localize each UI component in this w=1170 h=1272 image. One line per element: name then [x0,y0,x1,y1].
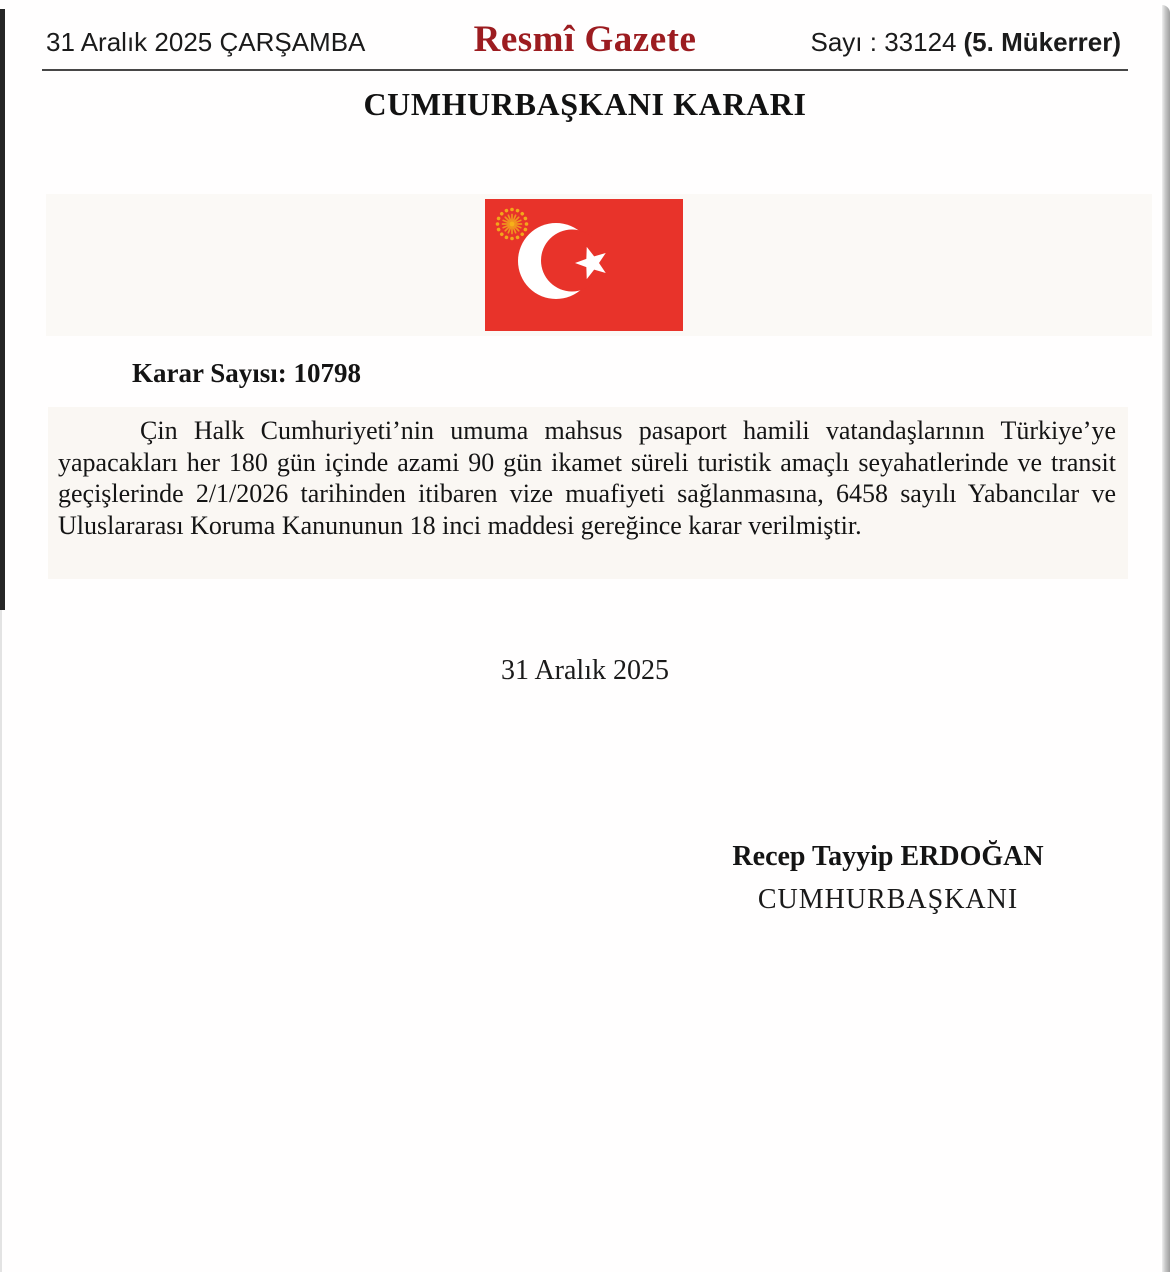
issue-suffix: (5. Mükerrer) [963,27,1121,57]
decree-title: CUMHURBAŞKANI KARARI [363,86,807,122]
signature-block [688,841,1088,916]
scan-edge-right [1162,5,1170,1272]
gazette-issue-number [811,27,1122,58]
signature-title: CUMHURBAŞKANI [757,884,1019,915]
decision-date: 31 Aralık 2025 [501,655,669,686]
issue-label: Sayı : 33124 [810,27,957,57]
turkish-presidential-flag [485,199,683,331]
gazette-date: 31 Aralık 2025 ÇARŞAMBA [46,27,366,57]
decree-body-paragraph: Çin Halk Cumhuriyeti’nin umuma mahsus pasaport hamili vatandaşlarının Türkiye’ye yapacakları her 180 gün içinde azami 90 gün ikamet süreli turistik amaçlı seyahatlerinde ve transit geçişlerinde 2/1/2026 tarihinden itibaren vize muafiyeti sağlanmasına, 6458 sayılı Yabancılar ve Uluslararası Koruma Kanununun 18 inci maddesi gereğince karar verilmiştir. [58,416,1116,540]
gazette-masthead: Resmî Gazete [473,19,697,60]
decree-number: Karar Sayısı: 10798 [132,358,361,388]
scan-edge-left-faint [0,610,2,1272]
header-divider [42,69,1128,71]
signature-name: Recep Tayyip ERDOĞAN [732,841,1044,872]
